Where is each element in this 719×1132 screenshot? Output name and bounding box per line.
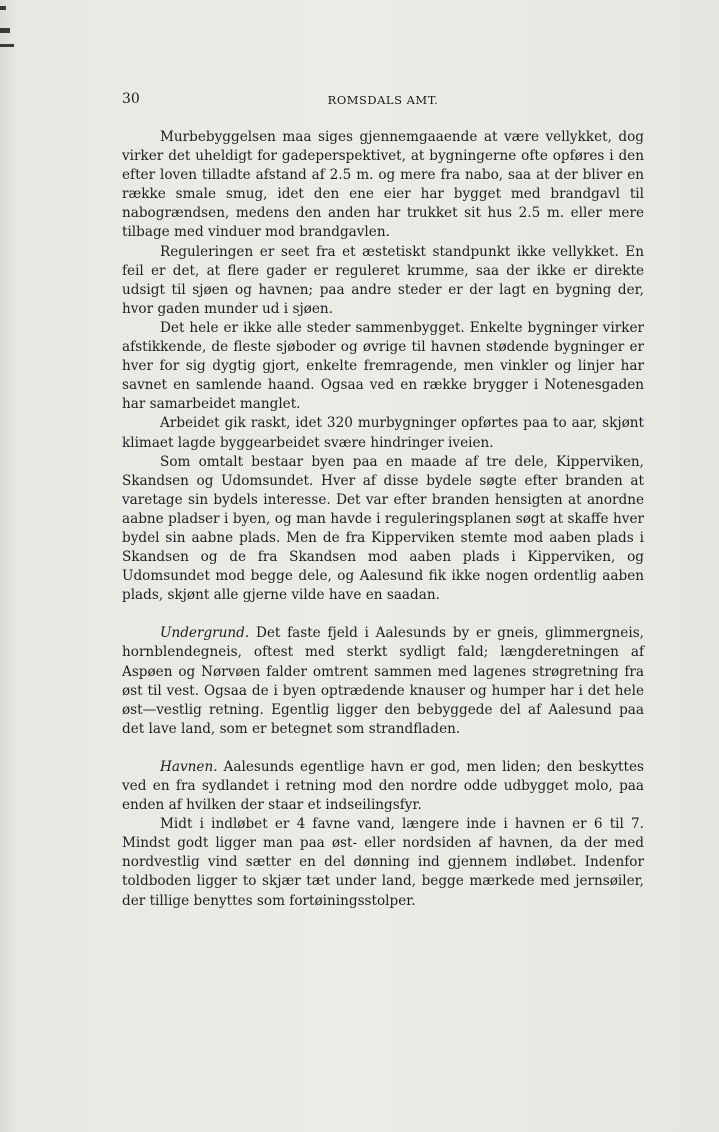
paragraph-text: Aalesunds egentlige havn er god, men liden; den beskyttes ved en fra sydlandet i retning mod den nordre odde udbygget molo, paa enden af hvilken der staar et indseilingsfyr. xyxy=(122,758,644,814)
running-head xyxy=(122,91,644,111)
paragraph-undergrund xyxy=(122,624,644,739)
paragraph-sammenbygget xyxy=(122,319,644,414)
paragraph-text: Midt i indløbet er 4 favne vand, længere inde i havnen er 6 til 7. Mindst godt ligger man paa øst- eller nordsiden af havnen, da der med nordvestlig vind sætter en del dønning ind gjennem indløbet. Indenfor toldboden ligger to skjær tæt under land, begge mærkede med jernsøiler, der tillige benyttes som fortøiningsstolper. xyxy=(122,816,644,909)
running-head-title: ROMSDALS AMT. xyxy=(327,93,439,107)
binding-mark xyxy=(0,28,10,33)
paragraph-indlobet xyxy=(122,815,644,910)
paragraph-text: Reguleringen er seet fra et æstetiskt standpunkt ikke vellykket. En feil er det, at flere gader er reguleret krumme, saa der ikke er direkte udsigt til sjøen og havnen; paa andre steder er der lagt en bygning der, hvor gaden munder ud i sjøen. xyxy=(122,243,644,317)
binding-mark xyxy=(0,44,14,47)
body-text xyxy=(122,128,644,911)
paragraph-arbeidet xyxy=(122,414,644,452)
page-number: 30 xyxy=(122,91,140,107)
paragraph-text: Arbeidet gik raskt, idet 320 murbygninger opførtes paa to aar, skjønt klimaet lagde byggearbeidet svære hindringer iveien. xyxy=(122,415,644,451)
section-lead-havnen: Havnen. xyxy=(160,758,218,775)
paragraph-reguleringen xyxy=(122,243,644,319)
paragraph-text: Murbebyggelsen maa siges gjennemgaaende at være vellykket, dog virker det uheldigt for gadeperspektivet, at bygningerne ofte opføres i den efter loven tilladte afstand af 2.5 m. og mere fra nabo, saa at der bliver en række smale smug, idet den ene eier har bygget med brandgavl til nabogrændsen, medens den anden har trukket sit hus 2.5 m. eller mere tilbage med vinduer mod brandgavlen. xyxy=(122,129,644,241)
binding-edge-marks xyxy=(0,0,14,60)
section-lead-undergrund: Undergrund. xyxy=(160,625,250,642)
paragraph-text: Det hele er ikke alle steder sammenbygget. Enkelte bygninger virker afstikkende, de fleste sjøboder og øvrige til havnen stødende bygninger er hver for sig dygtig gjort, enkelte fremragende, men vinkler og linjer har savnet en samlende haand. Ogsaa ved en række brygger i Notenesgaden har samarbeidet manglet. xyxy=(122,319,644,413)
paragraph-bydele xyxy=(122,453,644,606)
paragraph-text: Det faste fjeld i Aalesunds by er gneis, glimmergneis, hornblendegneis, oftest med sterkt sydligt fald; længderetningen af Aspøen og Nørvøen falder omtrent sammen med lagenes strøgretning fra øst til vest. Ogsaa de i byen optrædende knauser og humper har i det hele øst—vestlig retning. Egentlig ligger den bebyggede del af Aalesund paa det lave land, som er betegnet som strandfladen. xyxy=(122,625,644,737)
paragraph-text: Som omtalt bestaar byen paa en maade af tre dele, Kipperviken, Skandsen og Udomsundet. Hver af disse bydele søgte efter branden at varetage sin bydels interesse. Det var efter branden hensigten at anordne aabne pladser i byen, og man havde i reguleringsplanen søgt at skaffe hver bydel sin aabne plads. Men de fra Kipperviken stemte mod aaben plads i Skandsen og de fra Skandsen mod aaben plads i Kipperviken, og Udomsundet mod begge dele, og Aalesund fik ikke nogen ordentlig aaben plads, skjønt alle gjerne vilde have en saadan. xyxy=(122,453,644,604)
binding-mark xyxy=(0,6,6,10)
paragraph-havnen xyxy=(122,758,644,815)
paragraph-murbebyggelsen xyxy=(122,128,644,243)
